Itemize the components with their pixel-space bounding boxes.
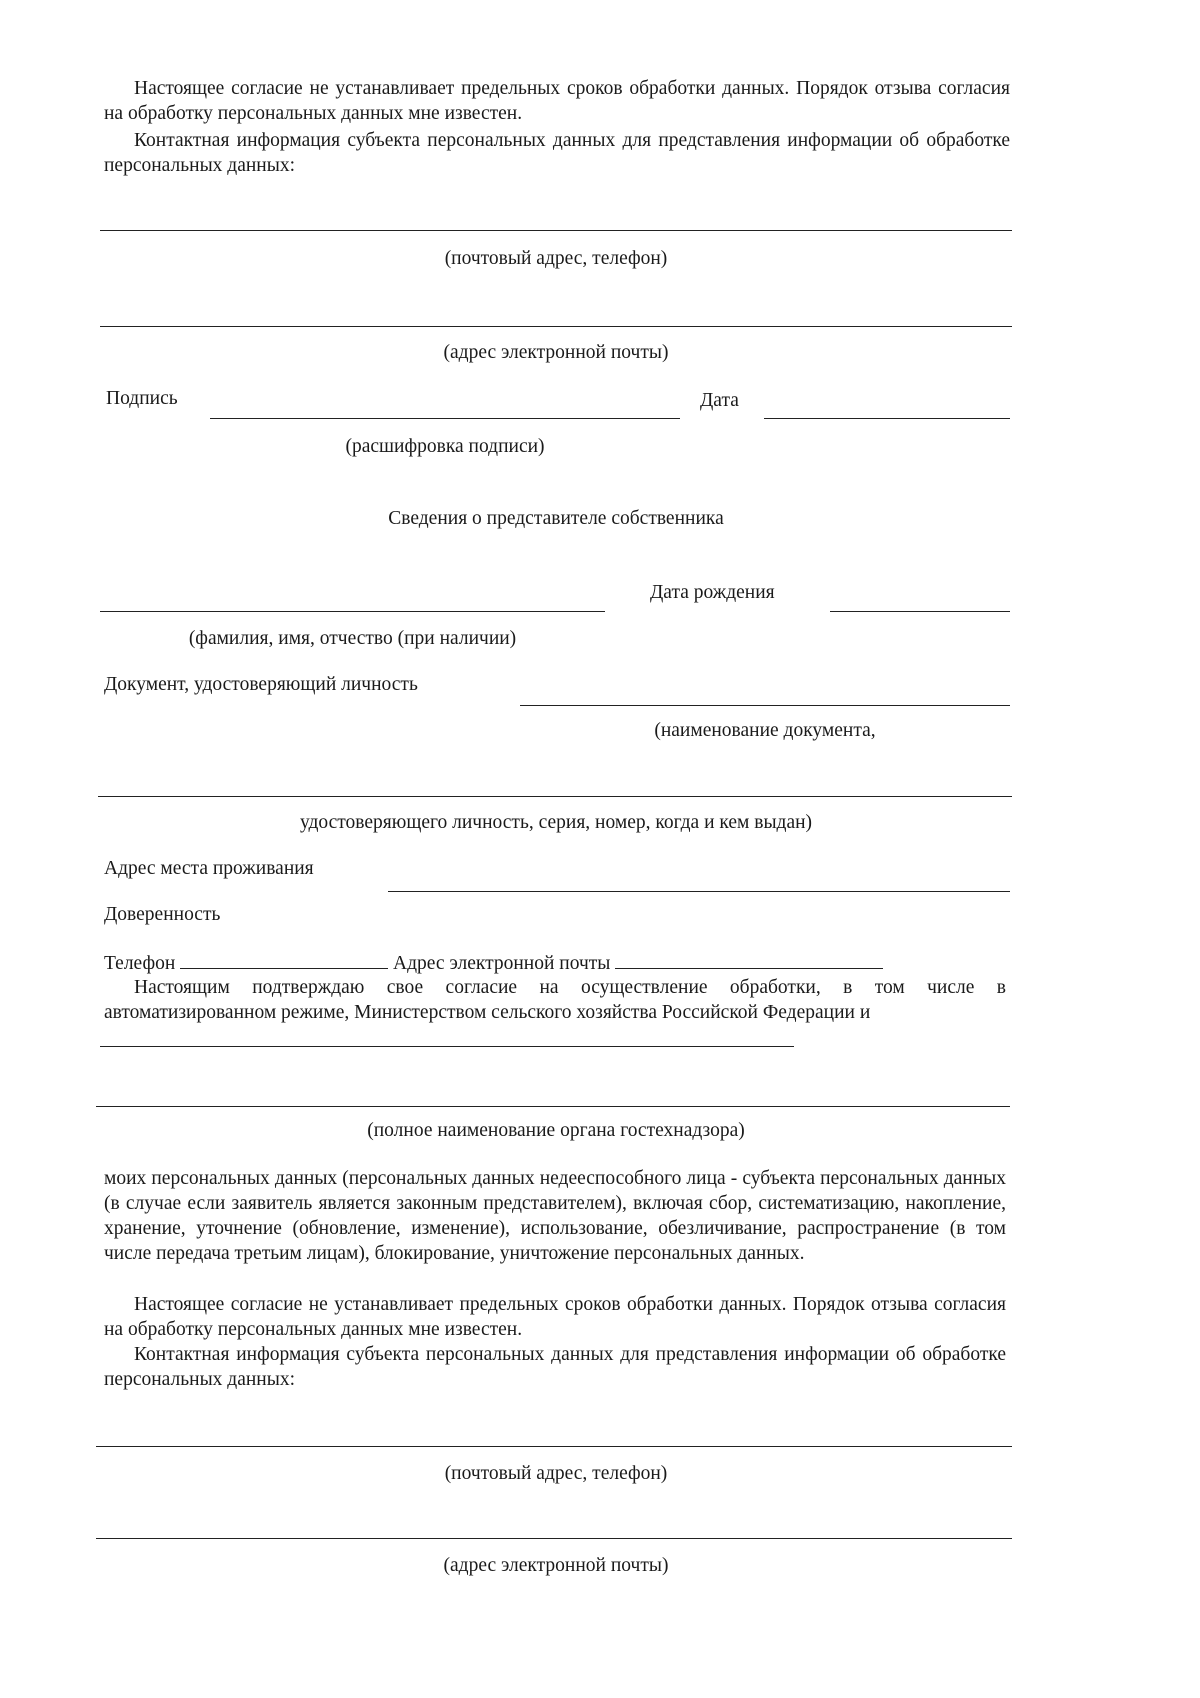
- postal-address-caption: (почтовый адрес, телефон): [444, 248, 668, 269]
- postal-address-line[interactable]: [100, 230, 1012, 231]
- email-address-line[interactable]: [100, 326, 1012, 327]
- email-address-line-2[interactable]: [96, 1538, 1012, 1539]
- contact-info-paragraph-2: Контактная информация субъекта персональных данных для представления информации об обработке персональных данных:: [104, 1344, 1006, 1390]
- postal-address-caption-2: (почтовый адрес, телефон): [444, 1463, 668, 1484]
- date-line[interactable]: [764, 418, 1010, 419]
- signature-line[interactable]: [210, 418, 680, 419]
- section-title: Сведения о представителе собственника: [388, 508, 724, 529]
- email-field[interactable]: [615, 950, 883, 969]
- residence-label: Адрес места проживания: [104, 858, 314, 879]
- date-label: Дата: [700, 390, 739, 411]
- signature-decode-caption: (расшифровка подписи): [345, 436, 545, 457]
- consent-term-paragraph: Настоящее согласие не устанавливает предельных сроков обработки данных. Порядок отзыва согласия на обработку персональных данных мне известен.: [104, 78, 1010, 124]
- contact-info-paragraph: Контактная информация субъекта персональных данных для представления информации об обработке персональных данных:: [104, 130, 1010, 176]
- organization-line-2[interactable]: [96, 1106, 1010, 1107]
- postal-address-line-2[interactable]: [96, 1446, 1012, 1447]
- fio-caption: (фамилия, имя, отчество (при наличии): [188, 628, 517, 649]
- signature-label: Подпись: [106, 388, 178, 409]
- residence-line[interactable]: [388, 891, 1010, 892]
- phone-field[interactable]: [180, 950, 388, 969]
- data-scope-paragraph: моих персональных данных (персональных данных недееспособного лица - субъекта персональных данных (в случае если заявитель является законным представителем), включая сбор, систематизацию, накопление, хранение, уточнение (обновление, изменение), использование, обезличивание, распространение (в том числе передача третьим лицам), блокирование, уничтожение персональных данных.: [104, 1168, 1006, 1264]
- id-document-line[interactable]: [520, 705, 1010, 706]
- fio-line[interactable]: [100, 611, 605, 612]
- email-address-caption-2: (адрес электронной почты): [443, 1555, 669, 1576]
- consent-paragraph: Настоящим подтверждаю свое согласие на осуществление обработки, в том числе в автоматизированном режиме, Министерством сельского хозяйства Российской Федерации и: [104, 977, 1006, 1023]
- birth-date-line[interactable]: [830, 611, 1010, 612]
- consent-term-paragraph-2: Настоящее согласие не устанавливает предельных сроков обработки данных. Порядок отзыва согласия на обработку персональных данных мне известен.: [104, 1294, 1006, 1340]
- doc-name-caption-2: удостоверяющего личность, серия, номер, когда и кем выдан): [299, 812, 813, 833]
- doc-name-caption-1: (наименование документа,: [654, 720, 876, 741]
- email-address-caption: (адрес электронной почты): [443, 342, 669, 363]
- gostekh-caption: (полное наименование органа гостехнадзора): [367, 1120, 745, 1141]
- phone-email-row: [104, 950, 883, 976]
- organization-line-1[interactable]: [100, 1046, 794, 1047]
- power-of-attorney-label: Доверенность: [104, 904, 221, 925]
- id-document-label: Документ, удостоверяющий личность: [104, 674, 418, 695]
- email-label: Адрес электронной почты: [393, 953, 611, 974]
- id-document-details-line[interactable]: [98, 796, 1012, 797]
- birth-date-label: Дата рождения: [650, 582, 775, 603]
- phone-label: Телефон: [104, 953, 176, 974]
